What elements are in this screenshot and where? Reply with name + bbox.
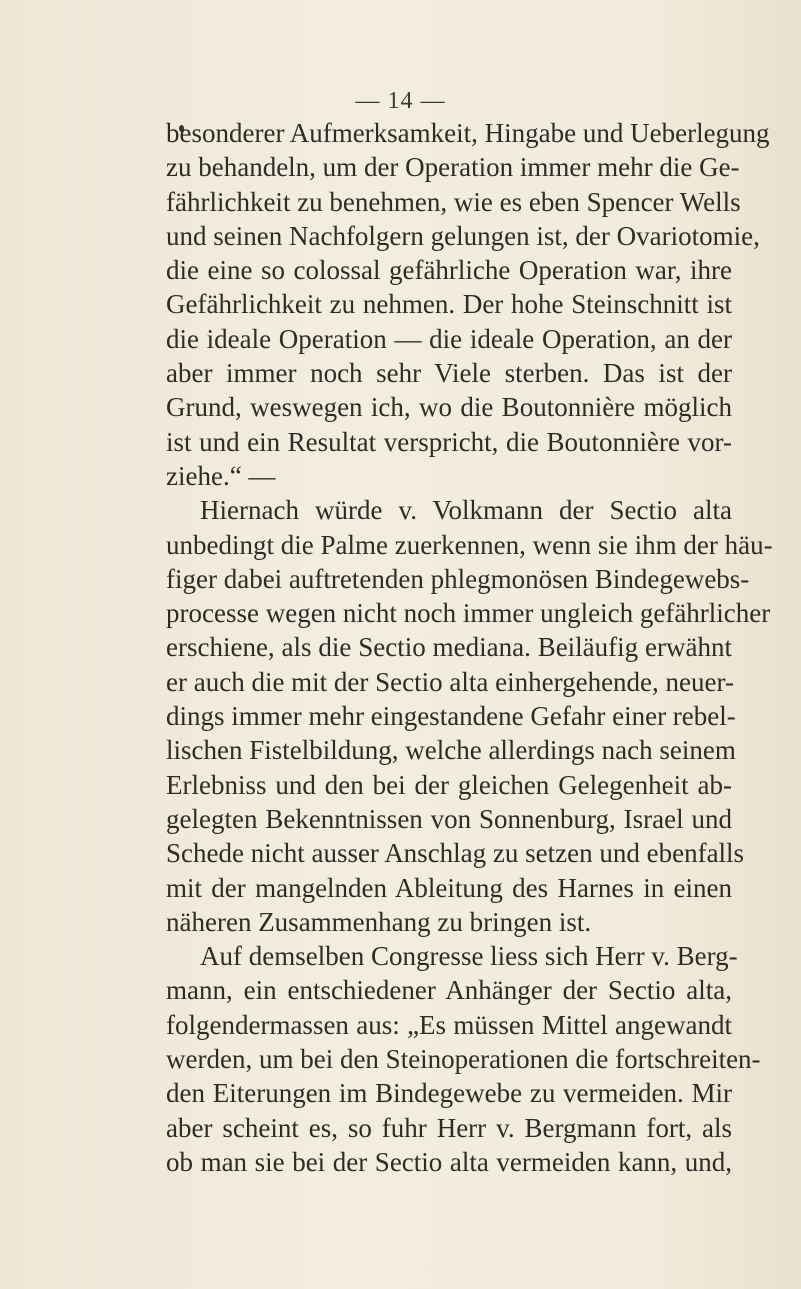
text-line: Schede nicht ausser Anschlag zu setzen und ebenfalls [166,838,745,869]
text-line: die eine so colossal gefährliche Operation war, ihre [166,255,732,286]
text-line: ziehe.“ — [166,460,276,491]
text-line: zu behandeln, um der Operation immer mehr die Ge- [166,152,740,183]
text-line: lischen Fistelbildung, welche allerdings nach seinem [166,735,736,766]
text-line: Grund, weswegen ich, wo die Boutonnière möglich [166,392,732,423]
text-line: aber scheint es, so fuhr Herr v. Bergmann fort, als [166,1112,732,1143]
text-line: unbedingt die Palme zuerkennen, wenn sie ihm der häu- [166,529,773,560]
text-line: ob man sie bei der Sectio alta vermeiden kann, und, [166,1146,732,1177]
text-line: ist und ein Resultat verspricht, die Boutonnière vor- [166,426,732,457]
text-line: processe wegen nicht noch immer ungleich gefährlicher [166,598,771,629]
page-number-header: — 14 — [355,88,446,114]
text-line: näheren Zusammenhang zu bringen ist. [166,906,592,937]
text-line: erschiene, als die Sectio mediana. Beiläufig erwähnt [166,632,732,663]
text-line: dings immer mehr eingestandene Gefahr einer rebel- [166,701,736,732]
text-line: mit der mangelnden Ableitung des Harnes in einen [166,872,732,903]
text-line: den Eiterungen im Bindegewebe zu vermeiden. Mir [166,1078,732,1109]
text-line: die ideale Operation — die ideale Operation, an der [166,323,732,354]
text-line: fährlichkeit zu benehmen, wie es eben Spencer Wells [166,186,741,217]
text-line: gelegten Bekenntnissen von Sonnenburg, Israel und [166,803,732,834]
text-line: er auch die mit der Sectio alta einhergehende, neuer- [166,666,734,697]
text-line: aber immer noch sehr Viele sterben. Das ist der [166,358,732,389]
text-line: Erlebniss und den bei der gleichen Gelegenheit ab- [166,769,732,800]
text-line: Hiernach würde v. Volkmann der Sectio alta [200,495,732,526]
text-line: werden, um bei den Steinoperationen die fortschreiten- [166,1044,761,1075]
text-line: besonderer Aufmerksamkeit, Hingabe und Ueberlegung [166,118,770,148]
page-body-text [166,116,773,1179]
text-line: Auf demselben Congresse liess sich Herr v. Berg- [200,941,738,972]
text-line: figer dabei auftretenden phlegmonösen Bindegewebs- [166,563,750,594]
text-line: folgendermassen aus: „Es müssen Mittel angewandt [166,1009,732,1040]
text-line: und seinen Nachfolgern gelungen ist, der Ovariotomie, [166,220,760,251]
text-line: Gefährlichkeit zu nehmen. Der hohe Steinschnitt ist [166,289,732,320]
text-line: mann, ein entschiedener Anhänger der Sectio alta, [166,975,732,1006]
